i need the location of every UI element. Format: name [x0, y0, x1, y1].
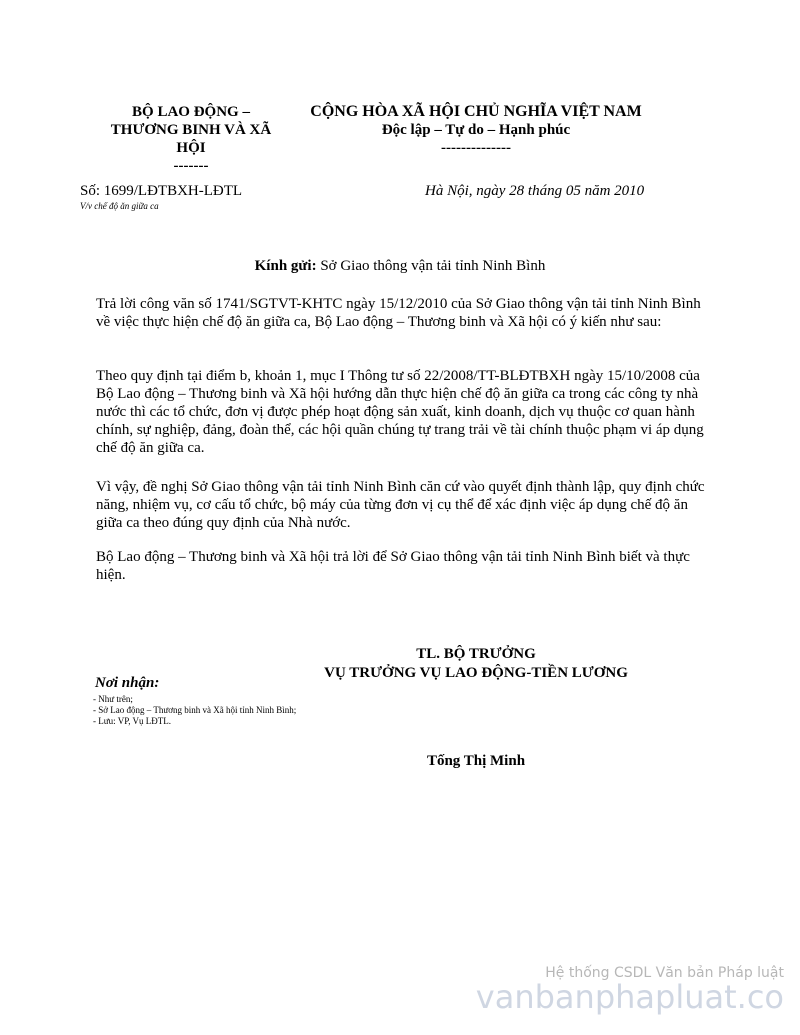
ministry-divider: -------: [173, 158, 209, 174]
signature-department: VỤ TRƯỞNG VỤ LAO ĐỘNG-TIỀN LƯƠNG: [324, 665, 628, 681]
document-number: Số: 1699/LĐTBXH-LĐTL: [80, 183, 243, 199]
ministry-line: BỘ LAO ĐỘNG –: [132, 104, 250, 120]
signature-title: TL. BỘ TRƯỞNG: [416, 646, 536, 662]
receiver-item: - Sở Lao động – Thương binh và Xã hội tỉnh Ninh Bình;: [93, 705, 297, 715]
signature-block: [300, 645, 652, 683]
receiver-item: - Như trên;: [93, 694, 133, 704]
place-date: Hà Nội, ngày 28 tháng 05 năm 2010: [425, 183, 645, 199]
watermark-caption: Hệ thống CSDL Văn bản Pháp luật: [545, 965, 784, 981]
document-subject: V/v chế độ ăn giữa ca: [80, 201, 159, 211]
ministry-header: [95, 103, 287, 175]
watermark-site: vanbanphapluat.co: [475, 978, 784, 1016]
motto: Độc lập – Tự do – Hạnh phúc: [381, 122, 571, 138]
body-paragraph: Theo quy định tại điểm b, khoản 1, mục I Thông tư số 22/2008/TT-BLĐTBXH ngày 15/10/2008 của Bộ Lao động – Thương binh và Xã hội hướng dẫn thực hiện chế độ ăn giữa ca trong các công ty nhà nước thì các tổ chức, đơn vị được phép hoạt động sản xuất, kinh doanh, dịch vụ thuộc cơ quan hành chính, sự nghiệp, đảng, đoàn thể, các hội quần chúng tự trang trải về tài chính thuộc phạm vi áp dụng chế độ ăn giữa ca.: [96, 368, 704, 456]
national-header: [300, 103, 652, 157]
recipient-line: [0, 258, 800, 275]
body-paragraph: Vì vậy, đề nghị Sở Giao thông vận tải tỉnh Ninh Bình căn cứ vào quyết định thành lập, quy định chức năng, nhiệm vụ, cơ cấu tổ chức, bộ máy của từng đơn vị cụ thể để xác định việc áp dụng chế độ ăn giữa ca theo đúng quy định của Nhà nước.: [96, 479, 705, 531]
ministry-line: HỘI: [176, 140, 206, 156]
receivers-list: [93, 694, 308, 727]
republic-title: CỘNG HÒA XÃ HỘI CHỦ NGHĨA VIỆT NAM: [310, 103, 642, 120]
signer-name: Tống Thị Minh: [426, 753, 526, 769]
body-paragraph: Bộ Lao động – Thương binh và Xã hội trả lời để Sở Giao thông vận tải tỉnh Ninh Bình biết và thực hiện.: [96, 549, 690, 583]
body-paragraph: Trả lời công văn số 1741/SGTVT-KHTC ngày 15/12/2010 của Sở Giao thông vận tải tỉnh Ninh Bình về việc thực hiện chế độ ăn giữa ca, Bộ Lao động – Thương binh và Xã hội có ý kiến như sau:: [96, 296, 701, 330]
recipient-name: Sở Giao thông vận tải tỉnh Ninh Bình: [320, 258, 546, 274]
motto-divider: --------------: [441, 140, 511, 156]
receivers-title: Nơi nhận:: [95, 675, 160, 691]
ministry-line: THƯƠNG BINH VÀ XÃ: [110, 122, 272, 138]
receiver-item: - Lưu: VP, Vụ LĐTL.: [93, 716, 172, 726]
recipient-label: Kính gửi:: [254, 258, 317, 274]
